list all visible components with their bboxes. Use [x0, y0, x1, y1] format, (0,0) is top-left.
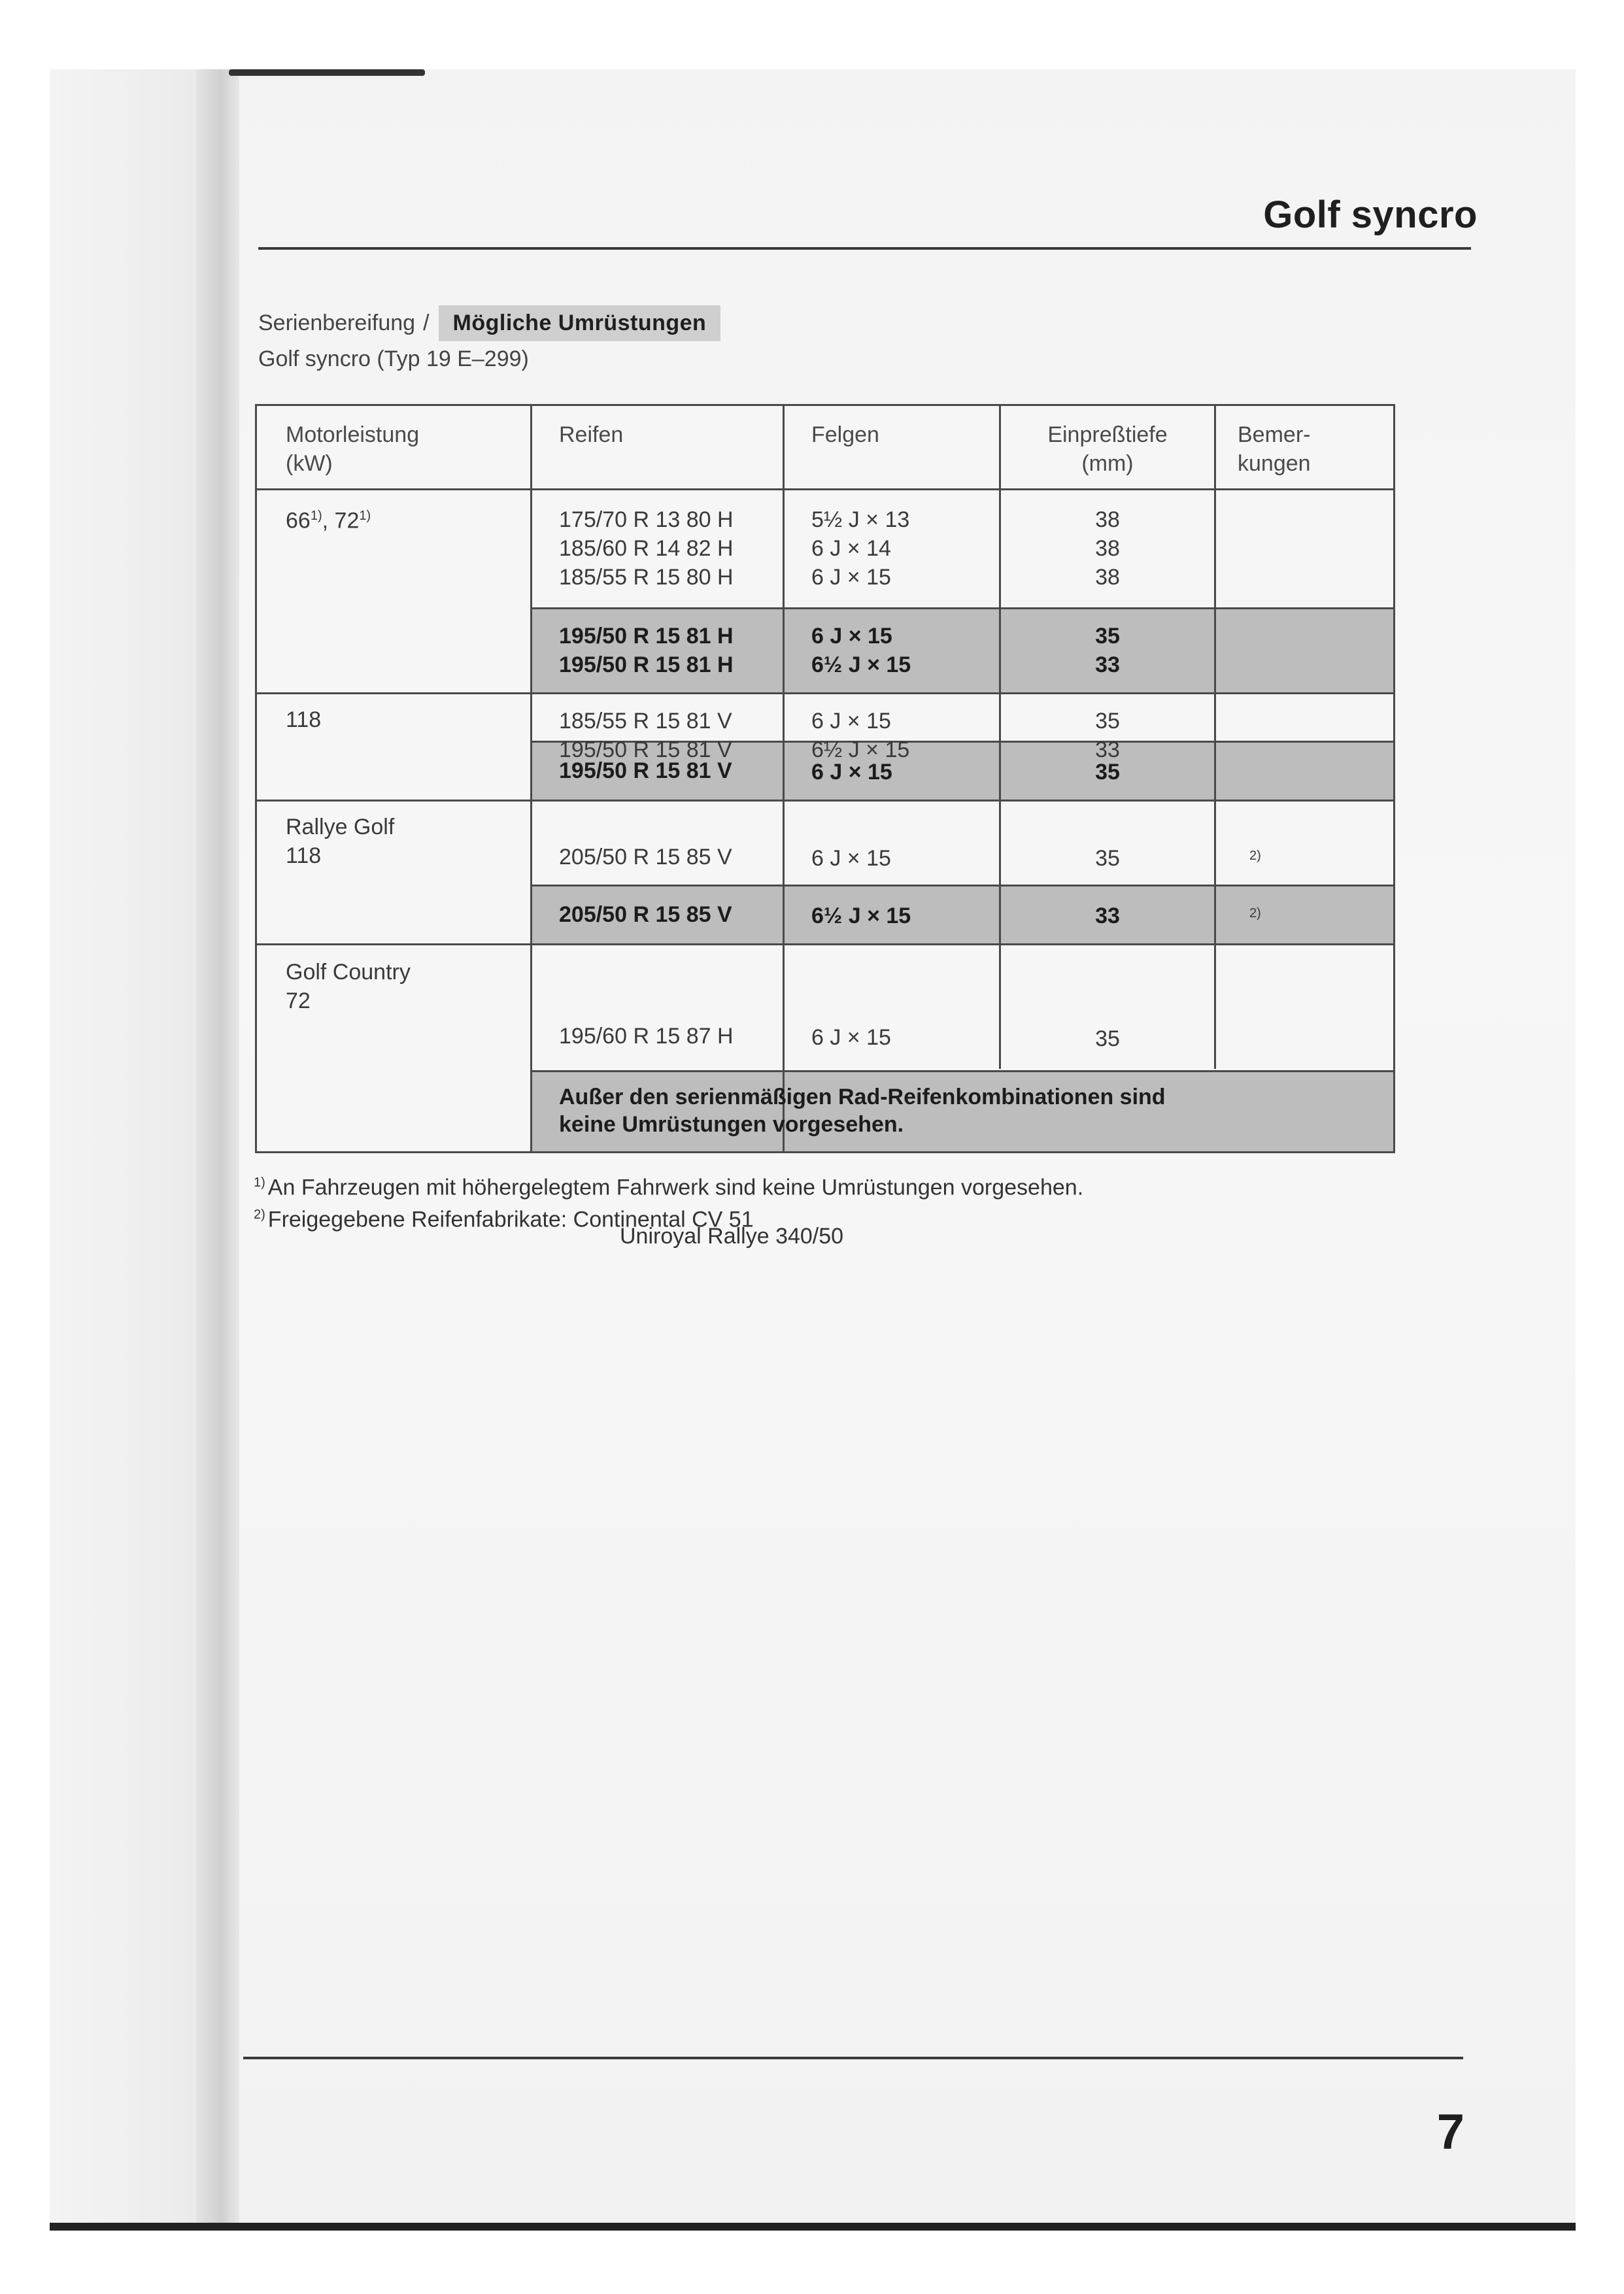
- subtitle-highlight: Mögliche Umrüstungen: [439, 305, 721, 341]
- option-felgen: 6½ J × 15: [811, 903, 911, 928]
- bemerkung-mark: 2): [1249, 849, 1261, 863]
- row-divider: [257, 800, 1393, 801]
- einpress-list: 38 38 38: [1095, 507, 1120, 590]
- col-divider: [1214, 406, 1216, 1069]
- book-gutter: [196, 69, 242, 2229]
- einpress: 35: [1095, 1026, 1120, 1051]
- felgen: 6 J × 15: [811, 1025, 891, 1050]
- header-felgen: Felgen: [811, 422, 879, 447]
- footer-divider: [243, 2057, 1463, 2059]
- model-line: Golf syncro (Typ 19 E–299): [258, 346, 529, 371]
- subtitle-separator: /: [423, 310, 430, 335]
- tire-table: [255, 404, 1395, 1153]
- footnote-2: $^{2)}$ Freigegebene Reifenfabrikate: Continental CV 51: [254, 1207, 754, 1232]
- row-divider: [257, 943, 1393, 945]
- reifen-list: 175/70 R 13 80 H 185/60 R 14 82 H 185/55 R 15 80 H: [559, 507, 734, 590]
- motor-66-72: 66$^{1)}$, 72$^{1)}$: [286, 508, 371, 533]
- scan-bottom-edge: [50, 2223, 1576, 2231]
- header-bemerkungen: Bemer- kungen: [1238, 422, 1311, 476]
- option-einpress-list: 35 33: [1095, 624, 1120, 677]
- header-motorleistung: Motorleistung (kW): [286, 422, 420, 476]
- col-divider: [783, 406, 785, 1151]
- row-divider: [532, 1070, 1393, 1072]
- reifen: 195/60 R 15 87 H: [559, 1024, 734, 1049]
- row-divider: [257, 692, 1393, 694]
- header-divider: [258, 247, 1471, 250]
- option-felgen-list: 6 J × 15 6½ J × 15: [811, 624, 911, 677]
- header-reifen: Reifen: [559, 422, 624, 447]
- motor-golf-country: Golf Country 72: [286, 960, 411, 1013]
- footnote-1: $^{1)}$ An Fahrzeugen mit höhergelegtem Fahrwerk sind keine Umrüstungen vorgesehen.: [254, 1175, 1084, 1200]
- scan-margin: [0, 0, 50, 2294]
- option-reifen-list: 195/50 R 15 81 H 195/50 R 15 81 H: [559, 624, 734, 677]
- felgen-list: 5½ J × 13 6 J × 14 6 J × 15: [811, 507, 910, 590]
- col-divider: [530, 406, 532, 1151]
- option-reifen: 205/50 R 15 85 V: [559, 902, 732, 927]
- option-einpress: 35: [1095, 760, 1120, 784]
- motor-118: 118: [286, 707, 322, 732]
- row-divider: [532, 885, 1393, 886]
- page-title: Golf syncro: [1263, 194, 1478, 236]
- footnote-2-continuation: Uniroyal Rallye 340/50: [620, 1224, 844, 1249]
- felgen: 6 J × 15: [811, 846, 891, 871]
- einpress-list: 35 33: [1095, 709, 1120, 762]
- option-felgen: 6 J × 15: [811, 760, 892, 784]
- row-divider: [532, 607, 1393, 609]
- page-edge-shadow: [229, 69, 425, 76]
- motor-rallye-golf: Rallye Golf 118: [286, 815, 395, 868]
- felgen-list: 6 J × 15 6½ J × 15: [811, 709, 910, 762]
- row-divider: [257, 488, 1393, 490]
- reifen-list: 185/55 R 15 81 V 195/50 R 15 81 V: [559, 709, 732, 762]
- no-conversion-note: Außer den serienmäßigen Rad-Reifenkombinationen sind keine Umrüstungen vorgesehen.: [559, 1085, 1166, 1137]
- subtitle: [258, 302, 720, 344]
- header-einpresstiefe: Einpreßtiefe (mm): [1047, 422, 1168, 476]
- subtitle-serienbereifung: Serienbereifung: [258, 310, 416, 335]
- bemerkung-mark: 2): [1249, 906, 1261, 920]
- option-einpress: 33: [1095, 903, 1120, 928]
- option-reifen: 195/50 R 15 81 V: [559, 758, 732, 783]
- einpress: 35: [1095, 846, 1120, 871]
- reifen: 205/50 R 15 85 V: [559, 845, 732, 869]
- page-number: 7: [1436, 2104, 1464, 2160]
